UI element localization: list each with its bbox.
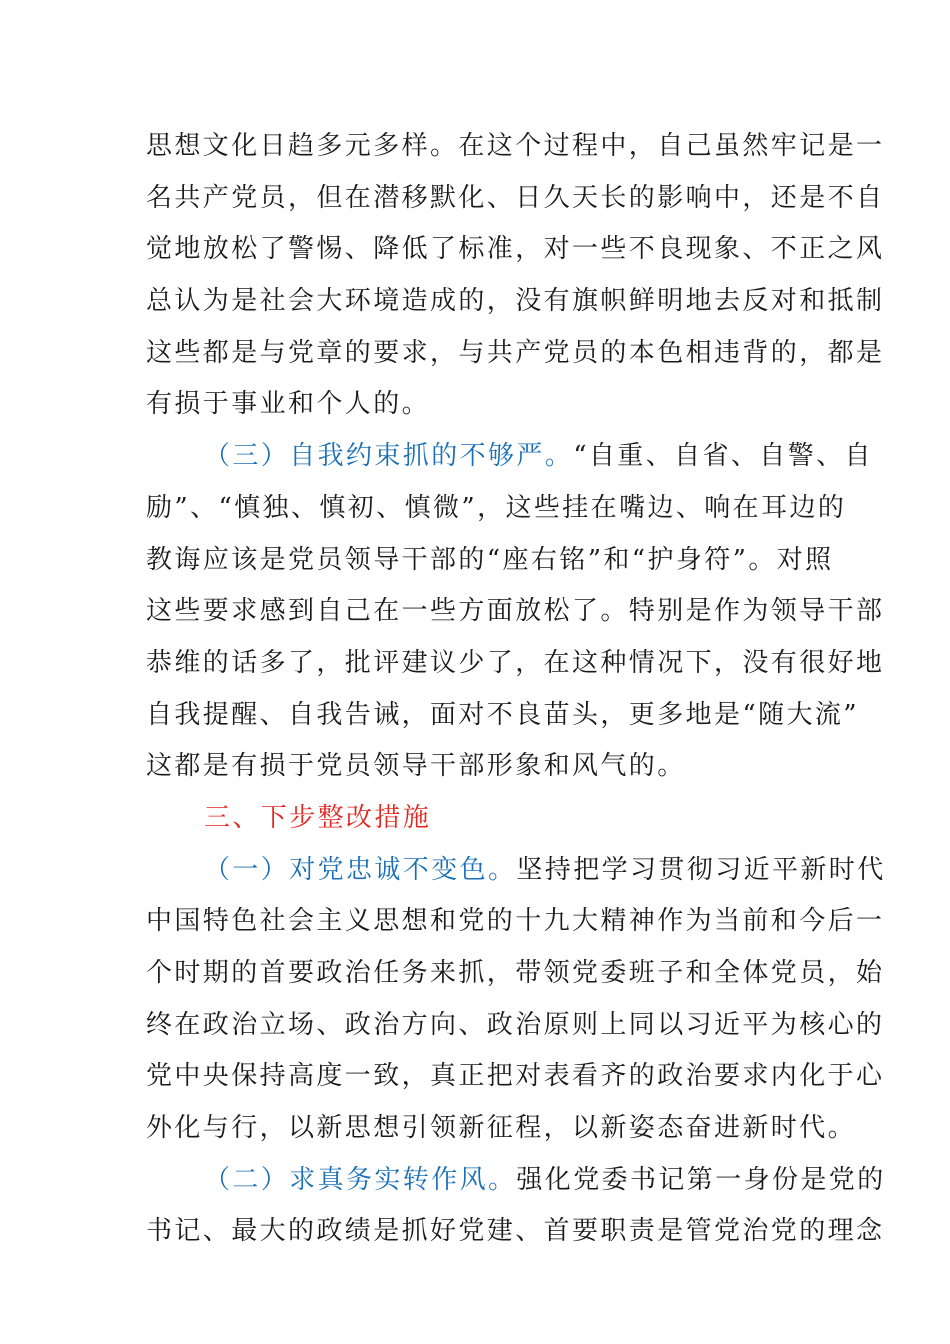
text-line: 觉地放松了警惕、降低了标准，对一些不良现象、不正之风: [146, 234, 885, 265]
paragraph-ideology: [146, 121, 885, 431]
subheading-self-discipline: （三）自我约束抓的不够严。: [204, 441, 574, 472]
text-line: 外化与行，以新思想引领新征程，以新姿态奋进新时代。: [146, 1113, 857, 1144]
text-line: 书记、最大的政绩是抓好党建、首要职责是管党治党的理念: [146, 1216, 885, 1247]
text-line: 个时期的首要政治任务来抓，带领党委班子和全体党员，始: [146, 958, 885, 988]
text-line: 恭维的话多了，批评建议少了，在这种情况下，没有很好地: [146, 647, 885, 678]
text-line: 总认为是社会大环境造成的，没有旗帜鲜明地去反对和抵制: [146, 286, 885, 317]
text-line: 中国特色社会主义思想和党的十九大精神作为当前和今后一: [146, 906, 885, 937]
paragraph-work-style: [146, 1155, 886, 1258]
paragraph-self-discipline: [146, 431, 885, 793]
section-heading-rectification: [146, 793, 810, 845]
paragraph-loyalty: [146, 845, 886, 1155]
text-line: 这都是有损于党员领导干部形象和风气的。: [146, 751, 686, 782]
text-run: 强化党委书记第一身份是党的: [516, 1164, 886, 1195]
text-run: “自重、自省、自警、自: [573, 441, 873, 472]
paragraph-first-line: [146, 1155, 886, 1207]
text-line: 党中央保持高度一致，真正把对表看齐的政治要求内化于心: [146, 1061, 885, 1092]
document-body: [146, 121, 886, 1258]
subheading-work-style: （二）求真务实转作风。: [204, 1164, 517, 1195]
text-line: 有损于事业和个人的。: [146, 389, 431, 420]
text-line: 思想文化日趋多元多样。在这个过程中，自己虽然牢记是一: [146, 131, 885, 161]
subheading-loyalty: （一）对党忠诚不变色。: [204, 854, 517, 885]
text-run: 坚持把学习贯彻习近平新时代: [516, 854, 886, 885]
text-line: 自我提醒、自我告诫，面对不良苗头，更多地是“随大流”: [146, 699, 859, 730]
text-line: 这些都是与党章的要求，与共产党员的本色相违背的，都是: [146, 337, 885, 368]
text-line: 励”、“慎独、慎初、慎微”，这些挂在嘴边、响在耳边的: [146, 492, 847, 523]
text-line: 名共产党员，但在潜移默化、日久天长的影响中，还是不自: [146, 182, 885, 213]
text-line: 终在政治立场、政治方向、政治原则上同以习近平为核心的: [146, 1009, 885, 1040]
text-line: 这些要求感到自己在一些方面放松了。特别是作为领导干部: [146, 596, 885, 627]
text-line: 教诲应该是党员领导干部的“座右铭”和“护身符”。对照: [146, 544, 834, 575]
paragraph-first-line: [146, 431, 873, 483]
paragraph-first-line: [146, 845, 886, 897]
section-heading-text: 三、下步整改措施: [204, 802, 432, 833]
